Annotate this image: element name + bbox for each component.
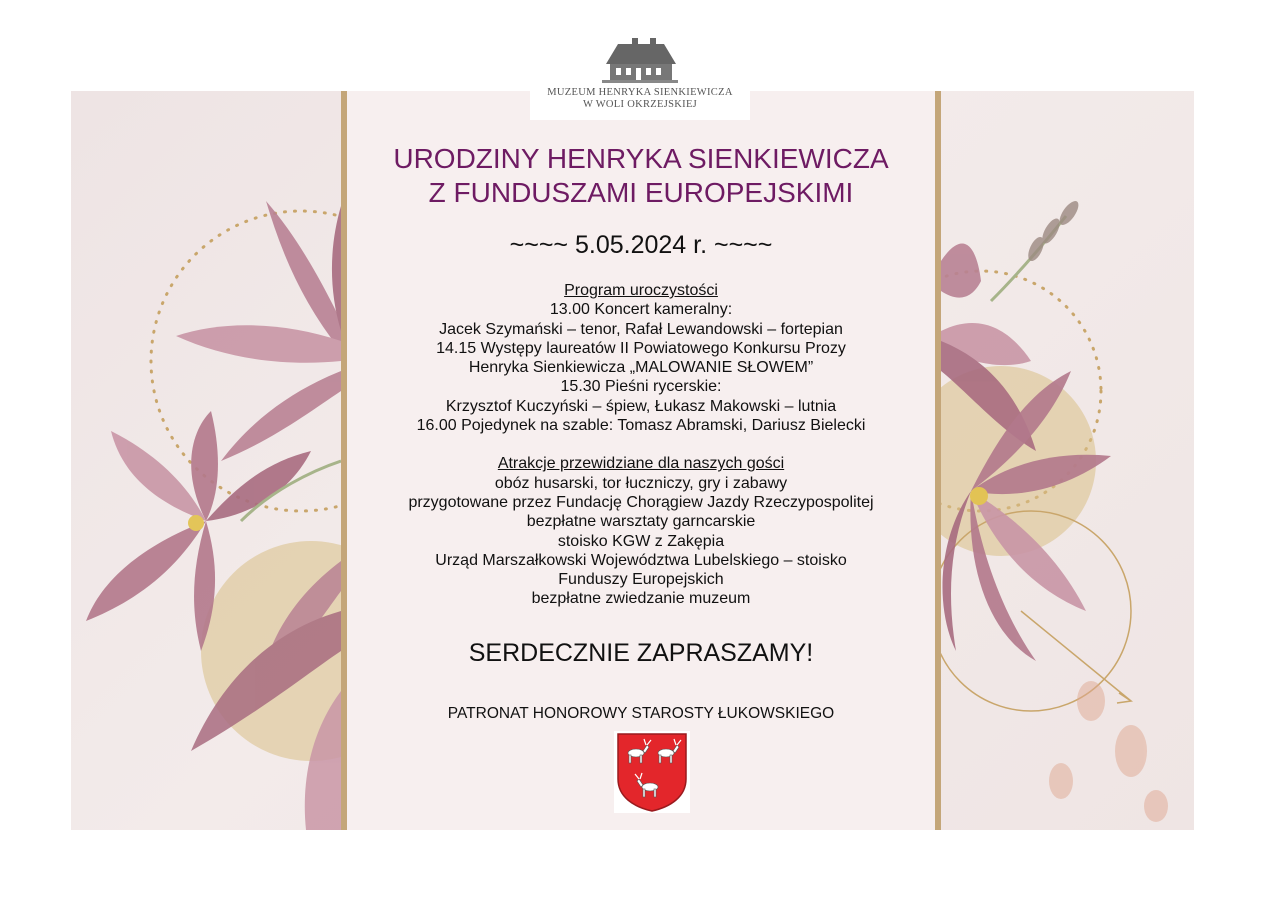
event-date: ~~~~ 5.05.2024 r. ~~~~ — [509, 231, 773, 259]
event-title-line1: URODZINY HENRYKA SIENKIEWICZA — [393, 143, 889, 174]
program-heading: Program uroczystości — [564, 282, 718, 299]
program-item: 13.00 Koncert kameralny: — [549, 301, 733, 319]
program-item: 15.30 Pieśni rycerskie: — [560, 378, 722, 396]
museum-name-line2: W WOLI OKRZEJSKIEJ — [582, 99, 698, 110]
event-program — [347, 281, 935, 609]
attraction-item: Funduszy Europejskich — [558, 571, 724, 589]
attraction-item: bezpłatne warsztaty garncarskie — [526, 513, 756, 531]
program-item: 14.15 Występy laureatów II Powiatowego Konkursu Prozy — [436, 339, 846, 357]
program-item: Krzysztof Kuczyński – śpiew, Łukasz Makowski – lutnia — [445, 397, 837, 415]
floral-decoration-left — [71, 91, 341, 830]
event-title — [347, 142, 935, 210]
attraction-item: przygotowane przez Fundację Chorągiew Jazdy Rzeczypospolitej — [408, 493, 874, 511]
attraction-item: stoisko KGW z Zakępia — [557, 532, 725, 550]
manor-house-icon — [602, 38, 678, 84]
program-item: Henryka Sienkiewicza „MALOWANIE SŁOWEM” — [468, 359, 814, 377]
invitation-text: SERDECZNIE ZAPRASZAMY! — [468, 639, 814, 667]
program-item: 16.00 Pojedynek na szable: Tomasz Abramski, Dariusz Bielecki — [416, 417, 866, 435]
attraction-item: Urząd Marszałkowski Województwa Lubelskiego – stoisko — [435, 551, 847, 569]
floral-decoration-right — [941, 91, 1194, 830]
attraction-item: bezpłatne zwiedzanie muzeum — [531, 590, 751, 608]
museum-logo — [530, 36, 750, 120]
coat-of-arms-icon — [614, 731, 690, 813]
attractions-heading: Atrakcje przewidziane dla naszych gości — [497, 455, 785, 473]
attraction-item: obóz husarski, tor łuczniczy, gry i zabawy — [494, 474, 788, 492]
program-item: Jacek Szymański – tenor, Rafał Lewandowski – fortepian — [439, 320, 843, 338]
event-title-line2: Z FUNDUSZAMI EUROPEJSKIMI — [428, 177, 854, 208]
museum-name-line1: MUZEUM HENRYKA SIENKIEWICZA — [547, 87, 733, 98]
patronage-text: PATRONAT HONOROWY STAROSTY ŁUKOWSKIEGO — [447, 705, 835, 722]
